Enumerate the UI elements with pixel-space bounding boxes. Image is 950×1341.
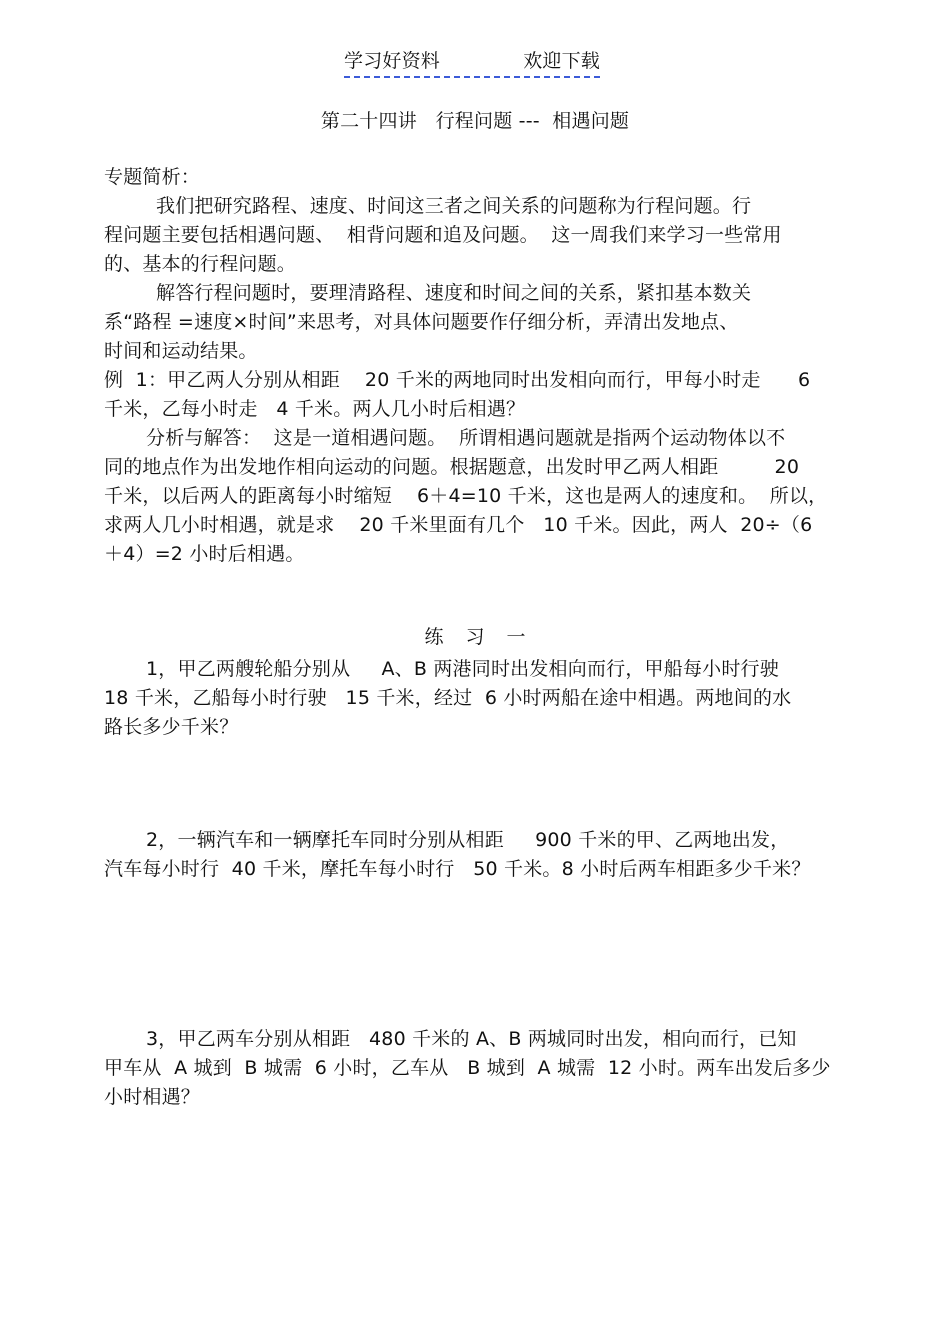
example-line: 千米，乙每小时走 4 千米。两人几小时后相遇？ bbox=[104, 398, 526, 420]
analysis-line: 系“路程 =速度×时间”来思考，对具体问题要作仔细分析，弄清出发地点、 bbox=[104, 311, 739, 333]
question-1-line: 1，甲乙两艘轮船分别从 A、B 两港同时出发相向而行，甲船每小时行驶 bbox=[146, 658, 779, 680]
example-line: ＋4）=2 小时后相遇。 bbox=[104, 543, 305, 565]
question-3-line: 3，甲乙两车分别从相距 480 千米的 A、B 两城同时出发，相向而行，已知 bbox=[146, 1028, 797, 1050]
question-2-line: 2，一辆汽车和一辆摩托车同时分别从相距 900 千米的甲、乙两地出发， bbox=[146, 829, 790, 851]
analysis-heading: 专题简析： bbox=[104, 166, 201, 188]
example-line: 分析与解答： 这是一道相遇问题。 所谓相遇问题就是指两个运动物体以不 bbox=[146, 427, 786, 449]
analysis-line: 解答行程问题时，要理清路程、速度和时间之间的关系，紧扣基本数关 bbox=[156, 282, 752, 304]
question-2-line: 汽车每小时行 40 千米，摩托车每小时行 50 千米。8 小时后两车相距多少千米？ bbox=[104, 858, 811, 880]
example-line: 同的地点作为出发地作相向运动的问题。根据题意，出发时甲乙两人相距 20 bbox=[104, 456, 800, 478]
lecture-title: 第二十四讲 行程问题 --- 相遇问题 bbox=[320, 110, 630, 132]
header-left-text: 学习好资料 bbox=[344, 50, 441, 72]
example-line: 例 1：甲乙两人分别从相距 20 千米的两地同时出发相向而行，甲每小时走 6 bbox=[104, 369, 811, 391]
analysis-line: 时间和运动结果。 bbox=[104, 340, 258, 362]
example-line: 求两人几小时相遇，就是求 20 千米里面有几个 10 千米。因此，两人 20÷（6 bbox=[104, 514, 813, 536]
analysis-line: 的、基本的行程问题。 bbox=[104, 253, 297, 275]
question-3-line: 甲车从 A 城到 B 城需 6 小时，乙车从 B 城到 A 城需 12 小时。两车出发后多少 bbox=[104, 1057, 831, 1079]
header-right-text: 欢迎下载 bbox=[523, 50, 600, 72]
page-header bbox=[344, 48, 600, 78]
question-1-line: 18 千米，乙船每小时行驶 15 千米，经过 6 小时两船在途中相遇。两地间的水 bbox=[104, 687, 792, 709]
question-3-line: 小时相遇？ bbox=[104, 1086, 201, 1108]
example-line: 千米，以后两人的距离每小时缩短 6＋4=10 千米，这也是两人的速度和。 所以， bbox=[104, 485, 828, 507]
exercise-title: 练习一 bbox=[424, 626, 548, 648]
analysis-line: 我们把研究路程、速度、时间这三者之间关系的问题称为行程问题。行 bbox=[156, 195, 752, 217]
question-1-line: 路长多少千米？ bbox=[104, 716, 239, 738]
analysis-line: 程问题主要包括相遇问题、 相背问题和追及问题。 这一周我们来学习一些常用 bbox=[104, 224, 782, 246]
